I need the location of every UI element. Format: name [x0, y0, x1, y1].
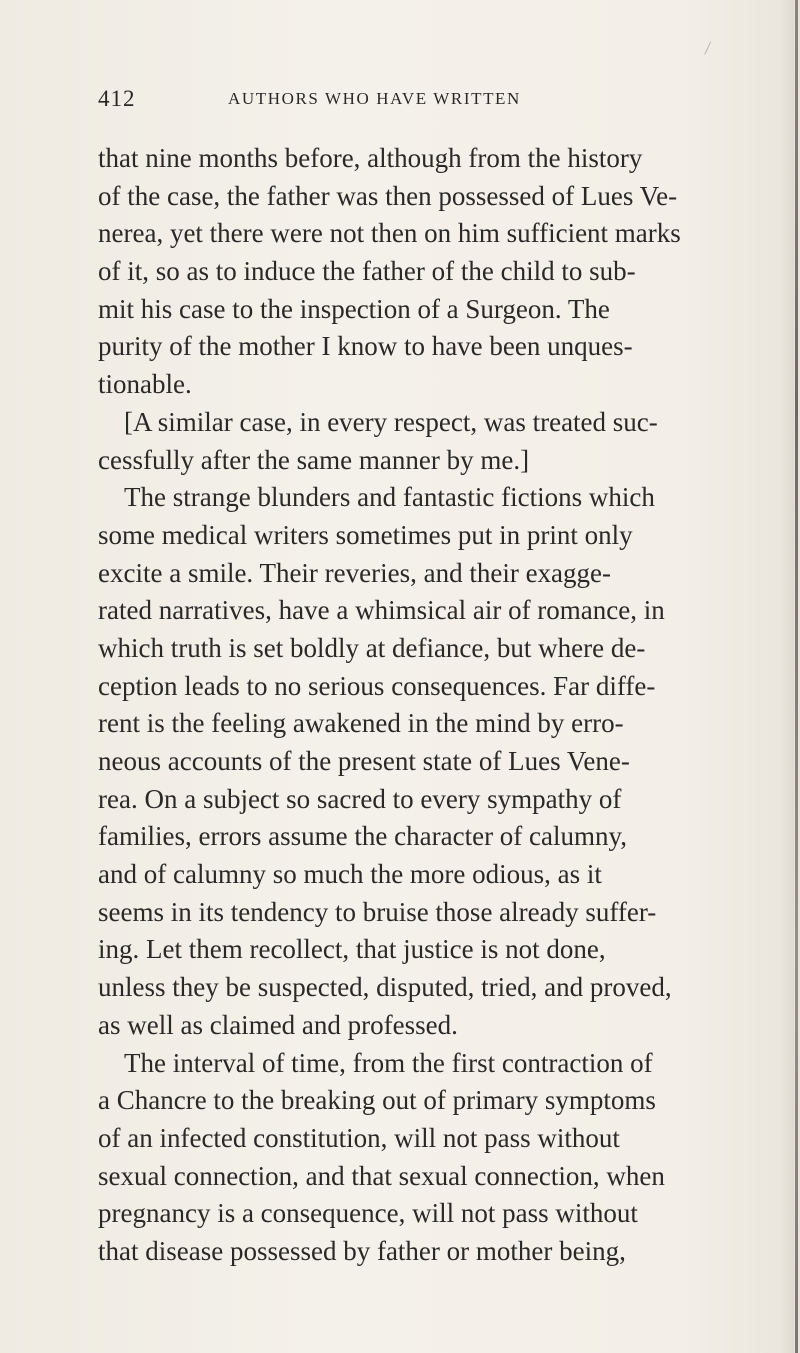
- text-line: rent is the feeling awakened in the mind by erro-: [98, 708, 624, 739]
- text-line: which truth is set boldly at defiance, but where de-: [98, 632, 646, 663]
- body-text: [98, 140, 748, 1271]
- text-line: a Chancre to the breaking out of primary symptoms: [98, 1085, 656, 1116]
- running-head: [98, 86, 738, 116]
- text-line: ing. Let them recollect, that justice is not done,: [98, 934, 606, 965]
- page-edge-line: [795, 0, 798, 1353]
- text-line: neous accounts of the present state of Lues Vene-: [98, 746, 630, 776]
- text-line: [A similar case, in every respect, was treated suc-: [124, 406, 658, 437]
- text-line: excite a smile. Their reveries, and their exagge-: [98, 557, 612, 588]
- text-line: that nine months before, although from the history: [98, 143, 643, 173]
- text-line: tionable.: [98, 369, 192, 400]
- text-line: seems in its tendency to bruise those already suffer-: [98, 896, 657, 927]
- text-line: of an infected constitution, will not pass without: [98, 1122, 620, 1153]
- text-line: as well as claimed and professed.: [98, 1009, 458, 1040]
- text-line: and of calumny so much the more odious, as it: [98, 859, 602, 890]
- text-line: cessfully after the same manner by me.]: [98, 444, 530, 475]
- text-line: of it, so as to induce the father of the child to sub-: [98, 256, 636, 287]
- page-number: 412: [98, 86, 136, 111]
- text-line: rea. On a subject so sacred to every sympathy of: [98, 783, 622, 814]
- text-line: rated narratives, have a whimsical air of romance, in: [98, 595, 665, 626]
- text-line: The strange blunders and fantastic fictions which: [124, 482, 655, 513]
- running-title: AUTHORS WHO HAVE WRITTEN: [228, 89, 521, 108]
- text-line: mit his case to the inspection of a Surgeon. The: [98, 293, 610, 324]
- text-line: some medical writers sometimes put in print only: [98, 519, 633, 550]
- text-line: sexual connection, and that sexual connection, when: [98, 1160, 665, 1191]
- text-line: unless they be suspected, disputed, tried, and proved,: [98, 972, 672, 1003]
- text-line: ception leads to no serious consequences. Far diffe-: [98, 670, 656, 701]
- text-line: of the case, the father was then possessed of Lues Ve-: [98, 180, 678, 211]
- page-edge-shadow: [780, 0, 794, 1353]
- text-line: pregnancy is a consequence, will not pass without: [98, 1198, 638, 1229]
- text-line: nerea, yet there were not then on him sufficient marks: [98, 218, 681, 249]
- paper-mark: [704, 42, 714, 57]
- text-line: that disease possessed by father or mother being,: [98, 1235, 626, 1266]
- text-line: families, errors assume the character of calumny,: [98, 821, 628, 852]
- text-line: purity of the mother I know to have been unques-: [98, 331, 633, 362]
- text-line: The interval of time, from the first contraction of: [124, 1047, 653, 1078]
